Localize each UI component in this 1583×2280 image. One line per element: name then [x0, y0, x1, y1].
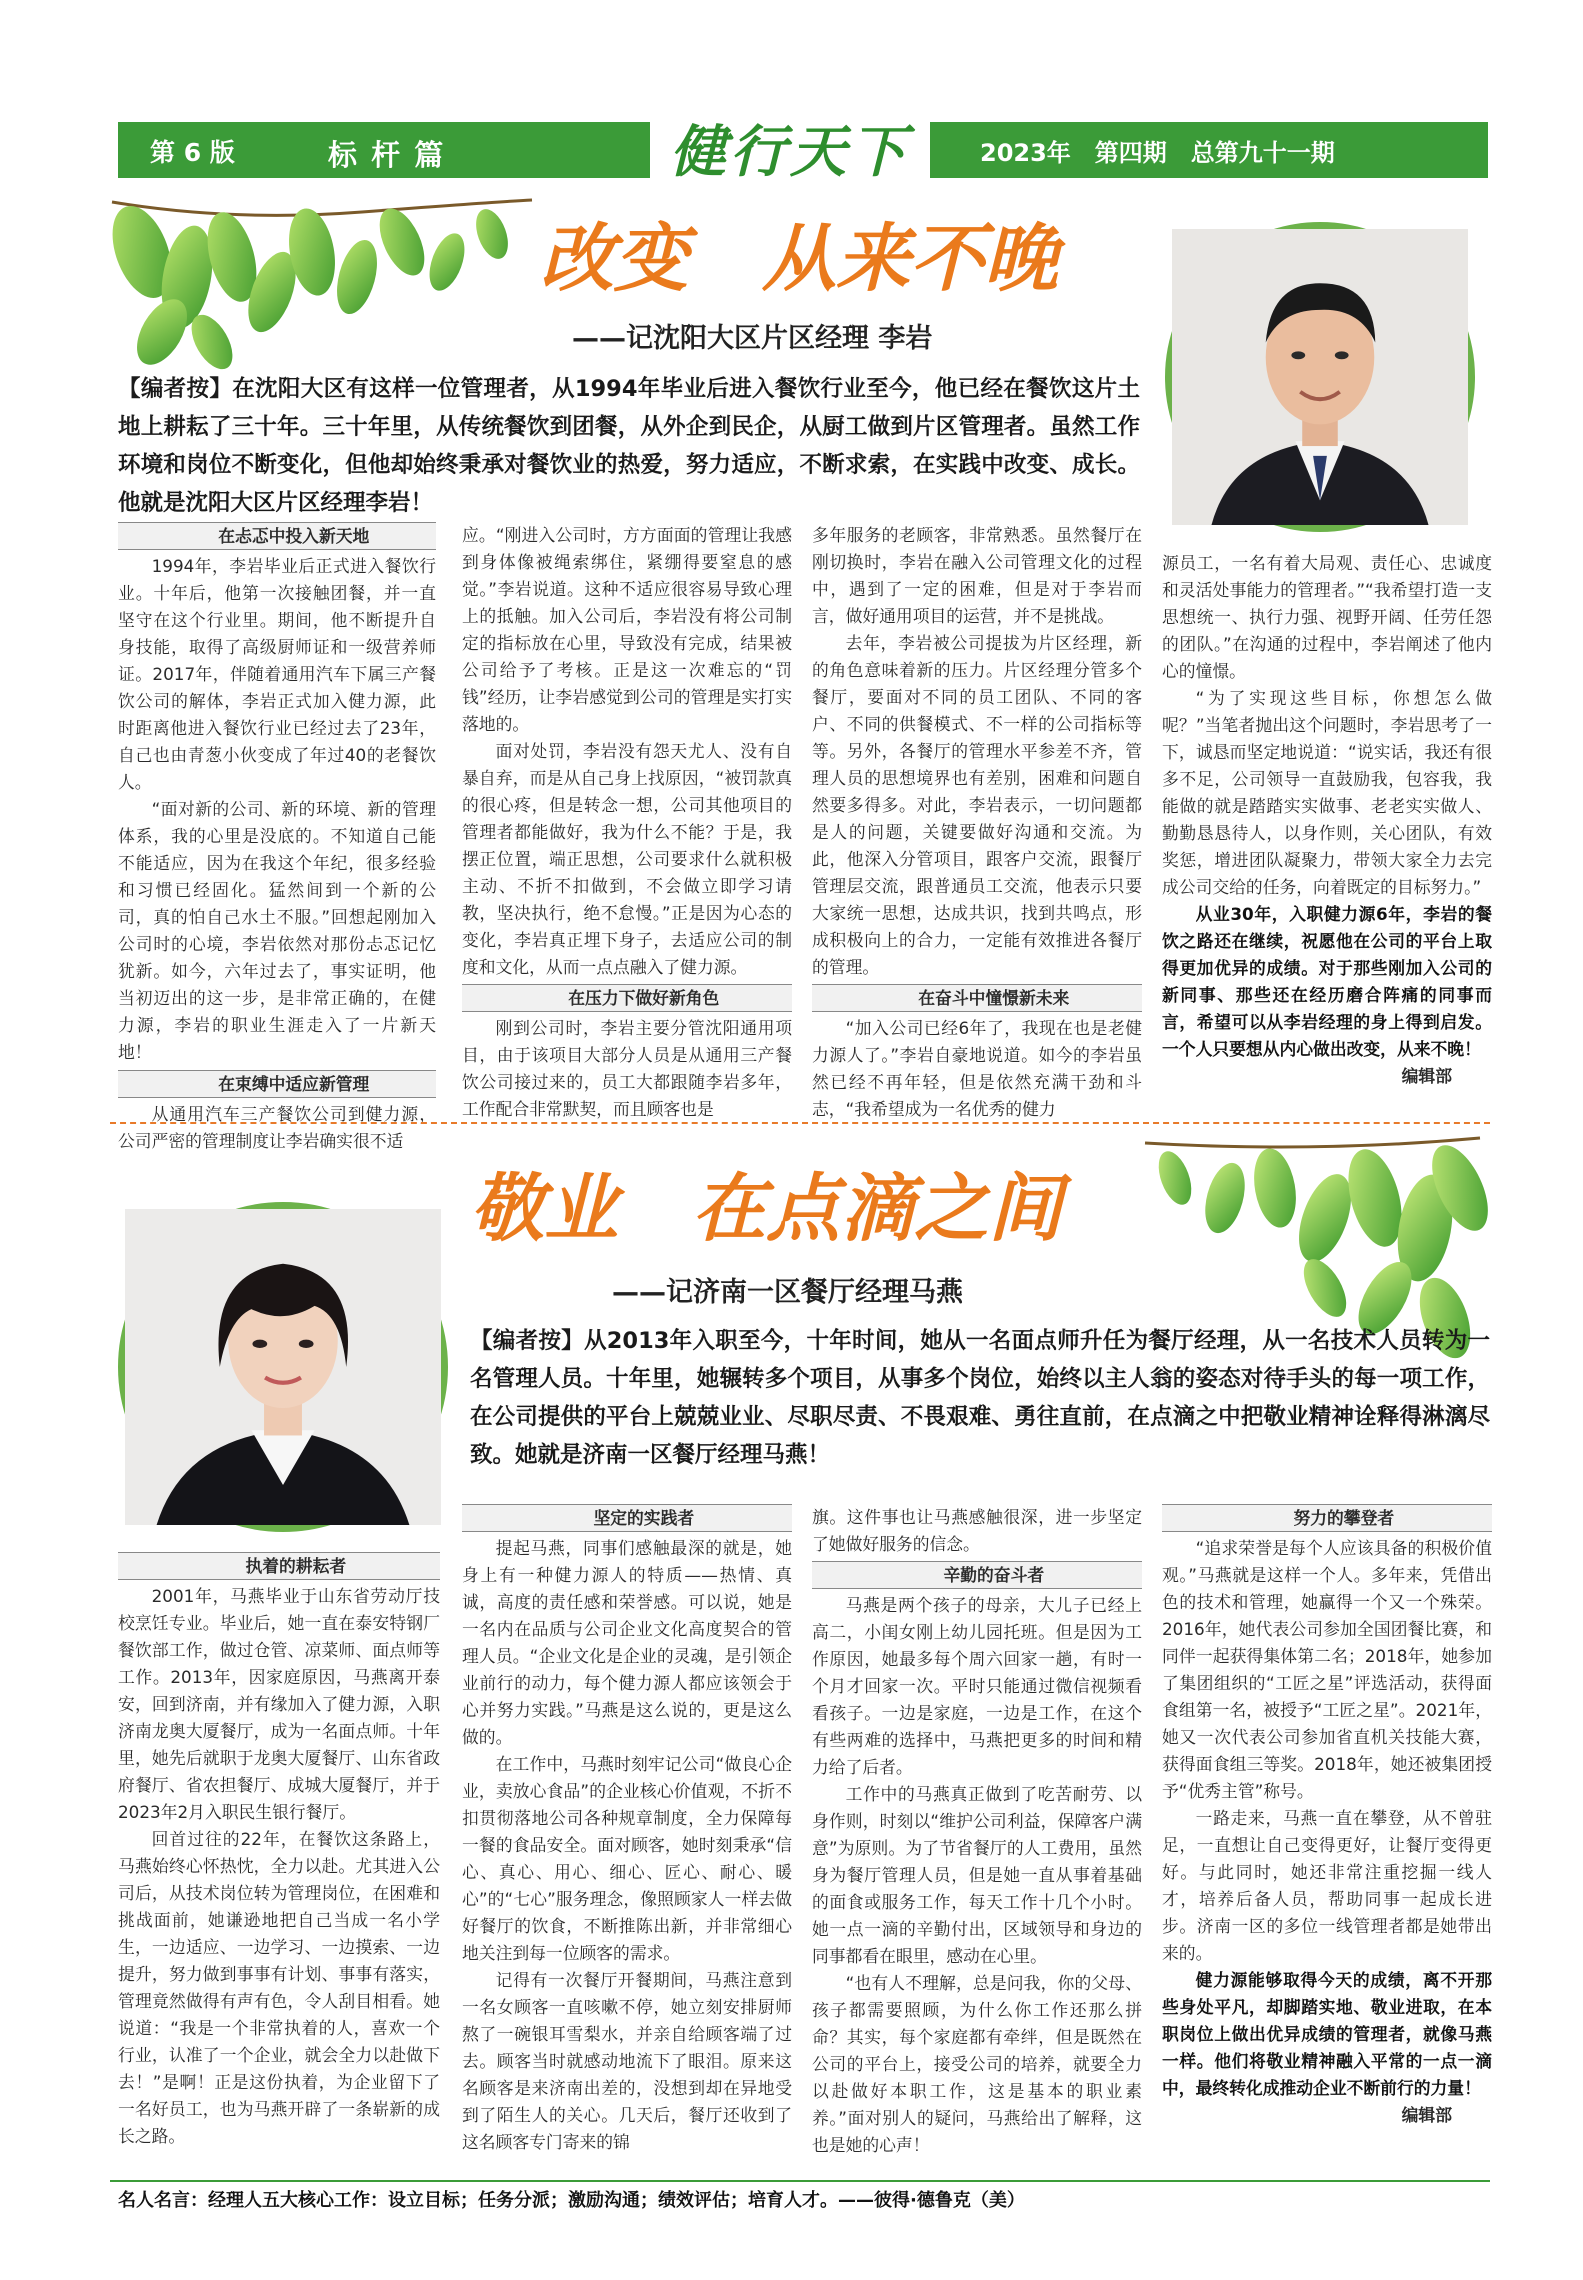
- paragraph: 在工作中，马燕时刻牢记公司“做良心企业，卖放心食品”的企业核心价值观，不折不扣贯彻落地公司各种规章制度，全力保障每一餐的食品安全。面对顾客，她时刻秉承“信心、真心、用心、细心、匠心、耐心、暖心”的“七心”服务理念，像照顾家人一样去做好餐厅的饮食，不断推陈出新，并非常细心地关注到每一位顾客的需求。: [462, 1754, 792, 1963]
- article1-editor-note: 【编者按】在沈阳大区有这样一位管理者，从1994年毕业后进入餐饮行业至今，他已经在餐饮这片土地上耕耘了三十年。三十年里，从传统餐饮到团餐，从外企到民企，从厨工做到片区管理者。虽然工作环境和岗位不断变化，但他却始终秉承对餐饮业的热爱，努力适应，不断求索，在实践中改变、成长。他就是沈阳大区片区经理李岩！: [118, 376, 1140, 516]
- article2-title: 敬业 在点滴之间: [470, 1166, 1062, 1252]
- paragraph: 应。“刚进入公司时，方方面面的管理让我感到身体像被绳索绑住，紧绷得要窒息的感觉。”李岩说道。这种不适应很容易导致心理上的抵触。加入公司后，李岩没有将公司制定的指标放在心里，导致没有完成，结果被公司给予了考核。正是这一次难忘的“罚钱”经历，让李岩感觉到公司的管理是实打实落地的。: [462, 525, 792, 734]
- paragraph: 刚到公司时，李岩主要分管沈阳通用项目，由于该项目大部分人员是从通用三产餐饮公司接过来的，员工大都跟随李岩多年，工作配合非常默契，而且顾客也是: [462, 1018, 792, 1119]
- section-heading: 努力的攀登者: [1162, 1504, 1492, 1532]
- article2-column-4: [1162, 1504, 1492, 2172]
- section-heading: 在压力下做好新角色: [462, 984, 792, 1012]
- section-heading: 执着的耕耘者: [118, 1552, 440, 1580]
- article2-subtitle: ——记济南一区餐厅经理马燕: [612, 1277, 963, 1308]
- article1-column-4: [1162, 550, 1492, 1110]
- page-number: 第 6 版: [150, 138, 235, 167]
- paragraph: 工作中的马燕真正做到了吃苦耐劳、以身作则，时刻以“维护公司利益，保障客户满意”为原则。为了节省餐厅的人工费用，虽然身为餐厅管理人员，但是她一直从事着基础的面食或服务工作，每天工作十几个小时。她一点一滴的辛勤付出，区域领导和身边的同事都看在眼里，感动在心里。: [812, 1784, 1142, 1966]
- paragraph: “面对新的公司、新的环境、新的管理体系，我的心里是没底的。不知道自己能不能适应，因为在我这个年纪，很多经验和习惯已经固化。猛然间到一个新的公司，真的怕自己水土不服。”回想起刚加入公司时的心境，李岩依然对那份忐忑记忆犹新。如今，六年过去了，事实证明，他当初迈出的这一步，是非常正确的，在健力源，李岩的职业生涯走入了一片新天地！: [118, 799, 436, 1062]
- paragraph: “追求荣誉是每个人应该具备的积极价值观。”马燕就是这样一个人。多年来，凭借出色的技术和管理，她赢得一个又一个殊荣。2016年，她代表公司参加全国团餐比赛，和同伴一起获得集体第二名；2018年，她参加了集团组织的“工匠之星”评选活动，获得面食组第一名，被授予“工匠之星”。2021年，她又一次代表公司参加省直机关技能大赛，获得面食组三等奖。2018年，她还被集团授予“优秀主管”称号。: [1162, 1538, 1492, 1801]
- article2-editor-note: 【编者按】从2013年入职至今，十年时间，她从一名面点师升任为餐厅经理，从一名技术人员转为一名管理人员。十年里，她辗转多个项目，从事多个岗位，始终以主人翁的姿态对待手头的每一项工作，在公司提供的平台上兢兢业业、尽职尽责、不畏艰难、勇往直前，在点滴之中把敬业精神诠释得淋漓尽致。她就是济南一区餐厅经理马燕！: [470, 1328, 1490, 1468]
- closing-paragraph: 健力源能够取得今天的成绩，离不开那些身处平凡，却脚踏实地、敬业进取，在本职岗位上做出优异成绩的管理者，就像马燕一样。他们将敬业精神融入平常的一点一滴中，最终转化成推动企业不断前行的力量！: [1162, 1970, 1492, 2098]
- leaf-cluster-icon: [112, 182, 542, 367]
- paragraph: 源员工，一名有着大局观、责任心、忠诚度和灵活处事能力的管理者。”“我希望打造一支思想统一、执行力强、视野开阔、任劳任怨的团队。”在沟通的过程中，李岩阐述了他内心的憧憬。: [1162, 553, 1492, 681]
- section-divider: [110, 1122, 1490, 1124]
- brand-logo-text: 健行天下: [670, 119, 910, 185]
- issue-info: 2023年 第四期 总第九十一期: [980, 139, 1335, 167]
- section-heading: 坚定的实践者: [462, 1504, 792, 1532]
- masthead-left-bar: [118, 122, 650, 178]
- footer-quote: 名人名言：经理人五大核心工作：设立目标；任务分派；激励沟通；绩效评估；培育人才。——彼得·德鲁克（美）: [118, 2190, 1025, 2211]
- article1-column-2: [462, 522, 792, 1119]
- paragraph: “也有人不理解，总是问我，你的父母、孩子都需要照顾，为什么你工作还那么拼命？其实，每个家庭都有牵绊，但是既然在公司的平台上，接受公司的培养，就要全力以赴做好本职工作，这是基本的职业素养。”面对别人的疑问，马燕给出了解释，这也是她的心声！: [812, 1973, 1142, 2155]
- article1-column-1: [118, 522, 436, 1151]
- article1-title: 改变 从来不晚: [540, 216, 1058, 302]
- section-heading: 辛勤的奋斗者: [812, 1561, 1142, 1589]
- paragraph: “为了实现这些目标，你想怎么做呢？”当笔者抛出这个问题时，李岩思考了一下，诚恳而坚定地说道：“说实话，我还有很多不足，公司领导一直鼓励我，包容我，我能做的就是踏踏实实做事、老老实实做人、勤勤恳恳待人，以身作则，关心团队，有效奖惩，增进团队凝聚力，带领大家全力去完成公司交给的任务，向着既定的目标努力。”: [1162, 688, 1492, 897]
- paragraph: “加入公司已经6年了，我现在也是老健力源人了。”李岩自豪地说道。如今的李岩虽然已经不再年轻，但是依然充满干劲和斗志，“我希望成为一名优秀的健力: [812, 1018, 1142, 1119]
- article1-subtitle: ——记沈阳大区片区经理 李岩: [572, 323, 933, 354]
- article2-column-1: [118, 1552, 440, 2172]
- portrait-photo-mayan: [118, 1202, 448, 1532]
- byline: 编辑部: [1401, 1066, 1452, 1086]
- closing-paragraph: 从业30年，入职健力源6年，李岩的餐饮之路还在继续，祝愿他在公司的平台上取得更加优异的成绩。对于那些刚加入公司的新同事、那些还在经历磨合阵痛的同事而言，希望可以从李岩经理的身上得到启发。一个人只要想从内心做出改变，从来不晚！: [1162, 904, 1492, 1059]
- article1-column-3: [812, 522, 1142, 1119]
- paragraph: 记得有一次餐厅开餐期间，马燕注意到一名女顾客一直咳嗽不停，她立刻安排厨师熬了一碗银耳雪梨水，并亲自给顾客端了过去。顾客当时就感动地流下了眼泪。原来这名顾客是来济南出差的，没想到却在异地受到了陌生人的关心。几天后，餐厅还收到了这名顾客专门寄来的锦: [462, 1970, 792, 2152]
- paragraph: 2001年，马燕毕业于山东省劳动厅技校烹饪专业。毕业后，她一直在泰安特钢厂餐饮部工作，做过仓管、凉菜师、面点师等工作。2013年，因家庭原因，马燕离开泰安，回到济南，并有缘加入了健力源，入职济南龙奥大厦餐厅，成为一名面点师。十年里，她先后就职于龙奥大厦餐厅、山东省政府餐厅、省农担餐厅、成城大厦餐厅，并于2023年2月入职民生银行餐厅。: [118, 1586, 440, 1822]
- paragraph: 去年，李岩被公司提拔为片区经理，新的角色意味着新的压力。片区经理分管多个餐厅，要面对不同的员工团队、不同的客户、不同的供餐模式、不一样的公司指标等等。另外，各餐厅的管理水平参差不齐，管理人员的思想境界也有差别，困难和问题自然要多得多。对此，李岩表示，一切问题都是人的问题，关键要做好沟通和交流。为此，他深入分管项目，跟客户交流，跟餐厅管理层交流，跟普通员工交流，他表示只要大家统一思想，达成共识，找到共鸣点，形成积极向上的合力，一定能有效推进各餐厅的管理。: [812, 633, 1142, 977]
- paragraph: 一路走来，马燕一直在攀登，从不曾驻足，一直想让自己变得更好，让餐厅变得更好。与此同时，她还非常注重挖掘一线人才，培养后备人员，帮助同事一起成长进步。济南一区的多位一线管理者都是她带出来的。: [1162, 1808, 1492, 1963]
- paragraph: 多年服务的老顾客，非常熟悉。虽然餐厅在刚切换时，李岩在融入公司管理文化的过程中，遇到了一定的困难，但是对于李岩而言，做好通用项目的运营，并不是挑战。: [812, 525, 1142, 626]
- section-name: 标 杆 篇: [328, 138, 446, 172]
- article2-column-2: [462, 1504, 792, 2172]
- footer-rule: [110, 2180, 1490, 2182]
- byline: 编辑部: [1401, 2105, 1452, 2125]
- section-heading: 在奋斗中憧憬新未来: [812, 984, 1142, 1012]
- paragraph: 回首过往的22年，在餐饮这条路上，马燕始终心怀热忱，全力以赴。尤其进入公司后，从技术岗位转为管理岗位，在困难和挑战面前，她谦逊地把自己当成一名小学生，一边适应、一边学习、一边摸索、一边提升，努力做到事事有计划、事事有落实，管理竟然做得有声有色，令人刮目相看。她说道：“我是一个非常执着的人，喜欢一个行业，认准了一个企业，就会全力以赴做下去！”是啊！正是这份执着，为企业留下了一名好员工，也为马燕开辟了一条崭新的成长之路。: [118, 1829, 440, 2146]
- masthead-right-bar: [930, 122, 1488, 178]
- paragraph: 提起马燕，同事们感触最深的就是，她身上有一种健力源人的特质——热情、真诚，高度的责任感和荣誉感。可以说，她是一名内在品质与公司企业文化高度契合的管理人员。“企业文化是企业的灵魂，是引领企业前行的动力，每个健力源人都应该领会于心并努力实践。”马燕是这么说的，更是这么做的。: [462, 1538, 792, 1747]
- paragraph: 从通用汽车三产餐饮公司到健力源，公司严密的管理制度让李岩确实很不适: [118, 1104, 436, 1151]
- paragraph: 面对处罚，李岩没有怨天尤人、没有自暴自弃，而是从自己身上找原因，“被罚款真的很心疼，但是转念一想，公司其他项目的管理者都能做好，我为什么不能？于是，我摆正位置，端正思想，公司要求什么就积极主动、不折不扣做到，不会做立即学习请教，坚决执行，绝不怠慢。”正是因为心态的变化，李岩真正埋下身子，去适应公司的制度和文化，从而一点点融入了健力源。: [462, 741, 792, 977]
- section-heading: 在忐忑中投入新天地: [118, 522, 436, 550]
- section-heading: 在束缚中适应新管理: [118, 1070, 436, 1098]
- portrait-photo-liyan: [1165, 222, 1475, 532]
- paragraph: 马燕是两个孩子的母亲，大儿子已经上高二，小闺女刚上幼儿园托班。但是因为工作原因，她最多每个周六回家一趟，有时一个月才回家一次。平时只能通过微信视频看看孩子。一边是家庭，一边是工作，在这个有些两难的选择中，马燕把更多的时间和精力给了后者。: [812, 1595, 1142, 1777]
- article2-column-3: [812, 1504, 1142, 2172]
- paragraph: 旗。这件事也让马燕感触很深，进一步坚定了她做好服务的信念。: [812, 1507, 1142, 1554]
- paragraph: 1994年，李岩毕业后正式进入餐饮行业。十年后，他第一次接触团餐，并一直坚守在这个行业里。期间，他不断提升自身技能，取得了高级厨师证和一级营养师证。2017年，伴随着通用汽车下属三产餐饮公司的解体，李岩正式加入健力源，此时距离他进入餐饮行业已经过去了23年，自己也由青葱小伙变成了年过40的老餐饮人。: [118, 556, 436, 792]
